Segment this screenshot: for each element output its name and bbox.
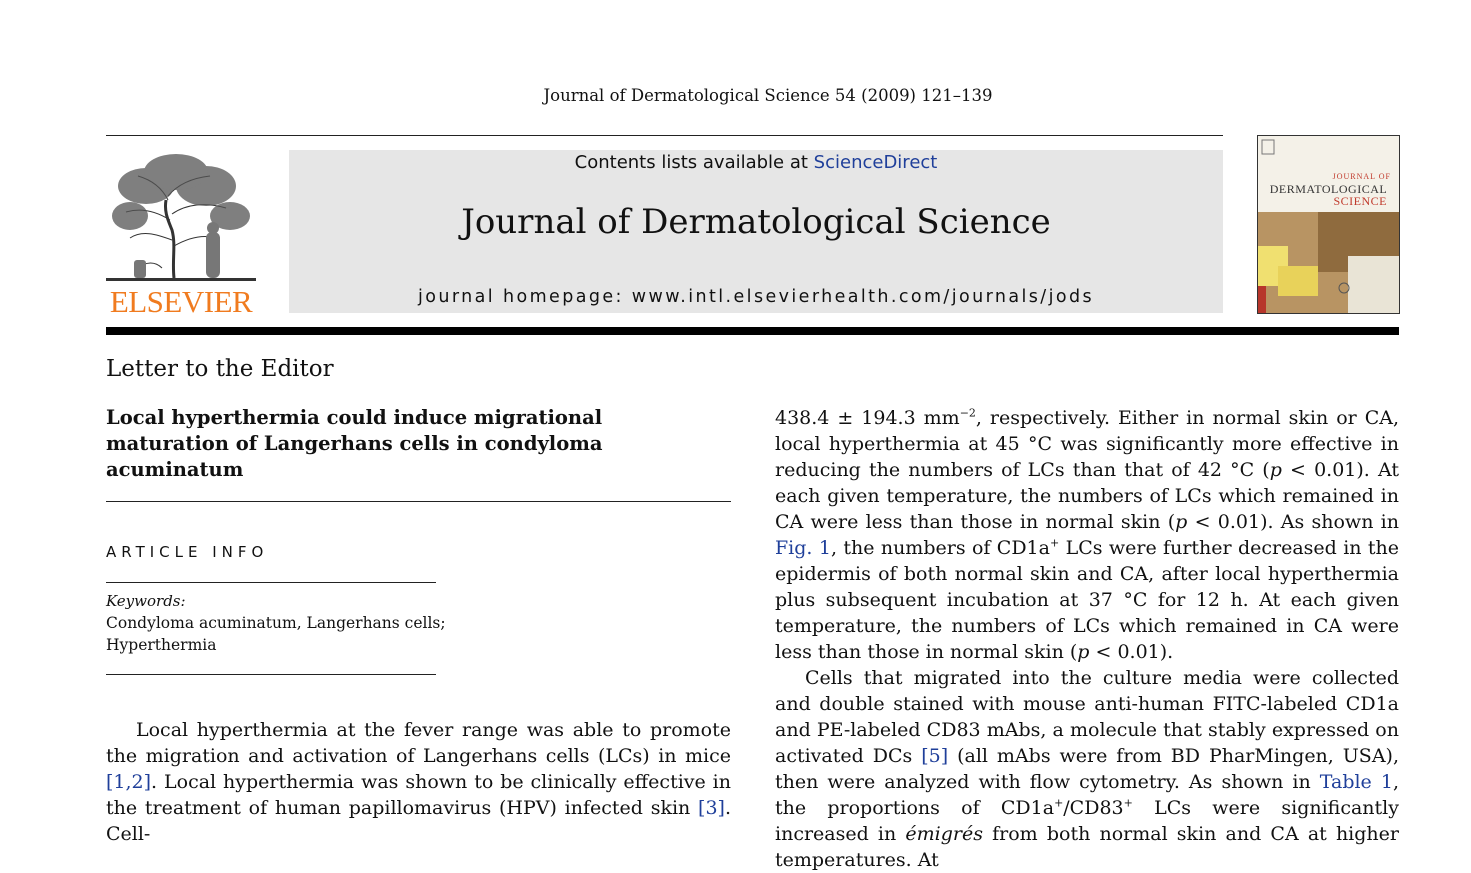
- header-thick-rule: [106, 327, 1399, 335]
- reference-link[interactable]: [1,2]: [106, 771, 152, 793]
- cover-text-small: JOURNAL OF: [1332, 172, 1391, 181]
- sciencedirect-link[interactable]: ScienceDirect: [813, 152, 938, 173]
- article-title: Local hyperthermia could induce migrational maturation of Langerhans cells in condyloma acuminatum: [106, 406, 603, 481]
- section-label: Letter to the Editor: [106, 356, 334, 382]
- journal-cover-image: [1257, 135, 1400, 314]
- text-run: LCs were significantly increased in: [775, 797, 1399, 845]
- cover-text-main: DERMATOLOGICAL: [1269, 182, 1388, 196]
- keywords-label: Keywords:: [106, 592, 186, 610]
- text-run: (all mAbs were from BD PharMingen, USA), then were analyzed with flow cytometry. As shown in: [775, 745, 1399, 793]
- keywords-line-1: Condyloma acuminatum, Langerhans cells;: [106, 614, 446, 632]
- reference-link[interactable]: [5]: [921, 745, 949, 767]
- table-link[interactable]: Table 1: [1319, 771, 1393, 793]
- italic-p: p: [1269, 459, 1282, 481]
- title-rule: [106, 501, 731, 502]
- superscript: +: [1054, 796, 1064, 810]
- journal-banner: [289, 150, 1223, 313]
- italic-p: p: [1175, 511, 1188, 533]
- superscript: +: [1123, 796, 1133, 810]
- body-left-column: [106, 717, 731, 847]
- keywords-line-2: Hyperthermia: [106, 636, 217, 654]
- journal-homepage-link[interactable]: journal homepage: www.intl.elsevierhealth.com/journals/jods: [418, 287, 1094, 307]
- text-run: 438.4 ± 194.3 mm: [775, 407, 960, 429]
- contents-line: [289, 150, 1223, 173]
- journal-citation: Journal of Dermatological Science 54 (2009) 121–139: [543, 86, 993, 105]
- text-run: LCs were further decreased in the epidermis of both normal skin and CA, after local hyperthermia plus subsequent incubation at 37 °C for 12 h. At each given temperature, the numbers of LCs which remained in CA were less than those in normal skin (: [775, 537, 1400, 663]
- paragraph: [775, 665, 1399, 873]
- article-info-heading: ARTICLE INFO: [106, 543, 269, 561]
- italic-p: p: [1077, 641, 1090, 663]
- superscript: −2: [959, 406, 976, 420]
- text-run: Local hyperthermia at the fever range was able to promote the migration and activation of Langerhans cells (LCs) in mice: [106, 719, 731, 767]
- article-info-rule-top: [106, 582, 436, 583]
- contents-prefix: Contents lists available at: [574, 152, 814, 173]
- text-run: < 0.01).: [1089, 641, 1174, 663]
- text-run: from both normal skin and CA at higher temperatures. At: [775, 823, 1399, 871]
- superscript: +: [1049, 536, 1060, 550]
- keywords-list: [106, 612, 446, 656]
- article-info-rule-bottom: [106, 674, 436, 675]
- text-run: /CD83: [1063, 797, 1124, 819]
- italic-term: émigrés: [905, 823, 983, 845]
- header-rule: [106, 135, 1223, 136]
- text-run: . Local hyperthermia was shown to be clinically effective in the treatment of human papillomavirus (HPV) infected skin: [106, 771, 731, 819]
- text-run: , the proportions of CD1a: [775, 771, 1399, 819]
- text-run: Cells that migrated into the culture media were collected and double stained with mouse anti-human FITC-labeled CD1a and PE-labeled CD83 mAbs, a molecule that stably expressed on activated DCs: [775, 667, 1399, 767]
- elsevier-wordmark: ELSEVIER: [109, 284, 253, 319]
- text-run: < 0.01). As shown in: [1187, 511, 1399, 533]
- text-run: . Cell-: [106, 797, 731, 845]
- text-run: < 0.01). At each given temperature, the numbers of LCs which remained in CA were less than those in normal skin (: [775, 459, 1399, 533]
- text-run: , the numbers of CD1a: [830, 537, 1050, 559]
- journal-title: Journal of Dermatological Science: [461, 202, 1051, 242]
- paragraph: [775, 405, 1399, 665]
- paragraph: [106, 717, 731, 847]
- text-run: , respectively. Either in normal skin or CA, local hyperthermia at 45 °C was significantly more effective in reducing the numbers of LCs than that of 42 °C (: [775, 407, 1399, 481]
- cover-text-science: SCIENCE: [1333, 194, 1387, 208]
- figure-link[interactable]: Fig. 1: [775, 537, 831, 559]
- reference-link[interactable]: [3]: [698, 797, 725, 819]
- body-right-column: [775, 405, 1399, 873]
